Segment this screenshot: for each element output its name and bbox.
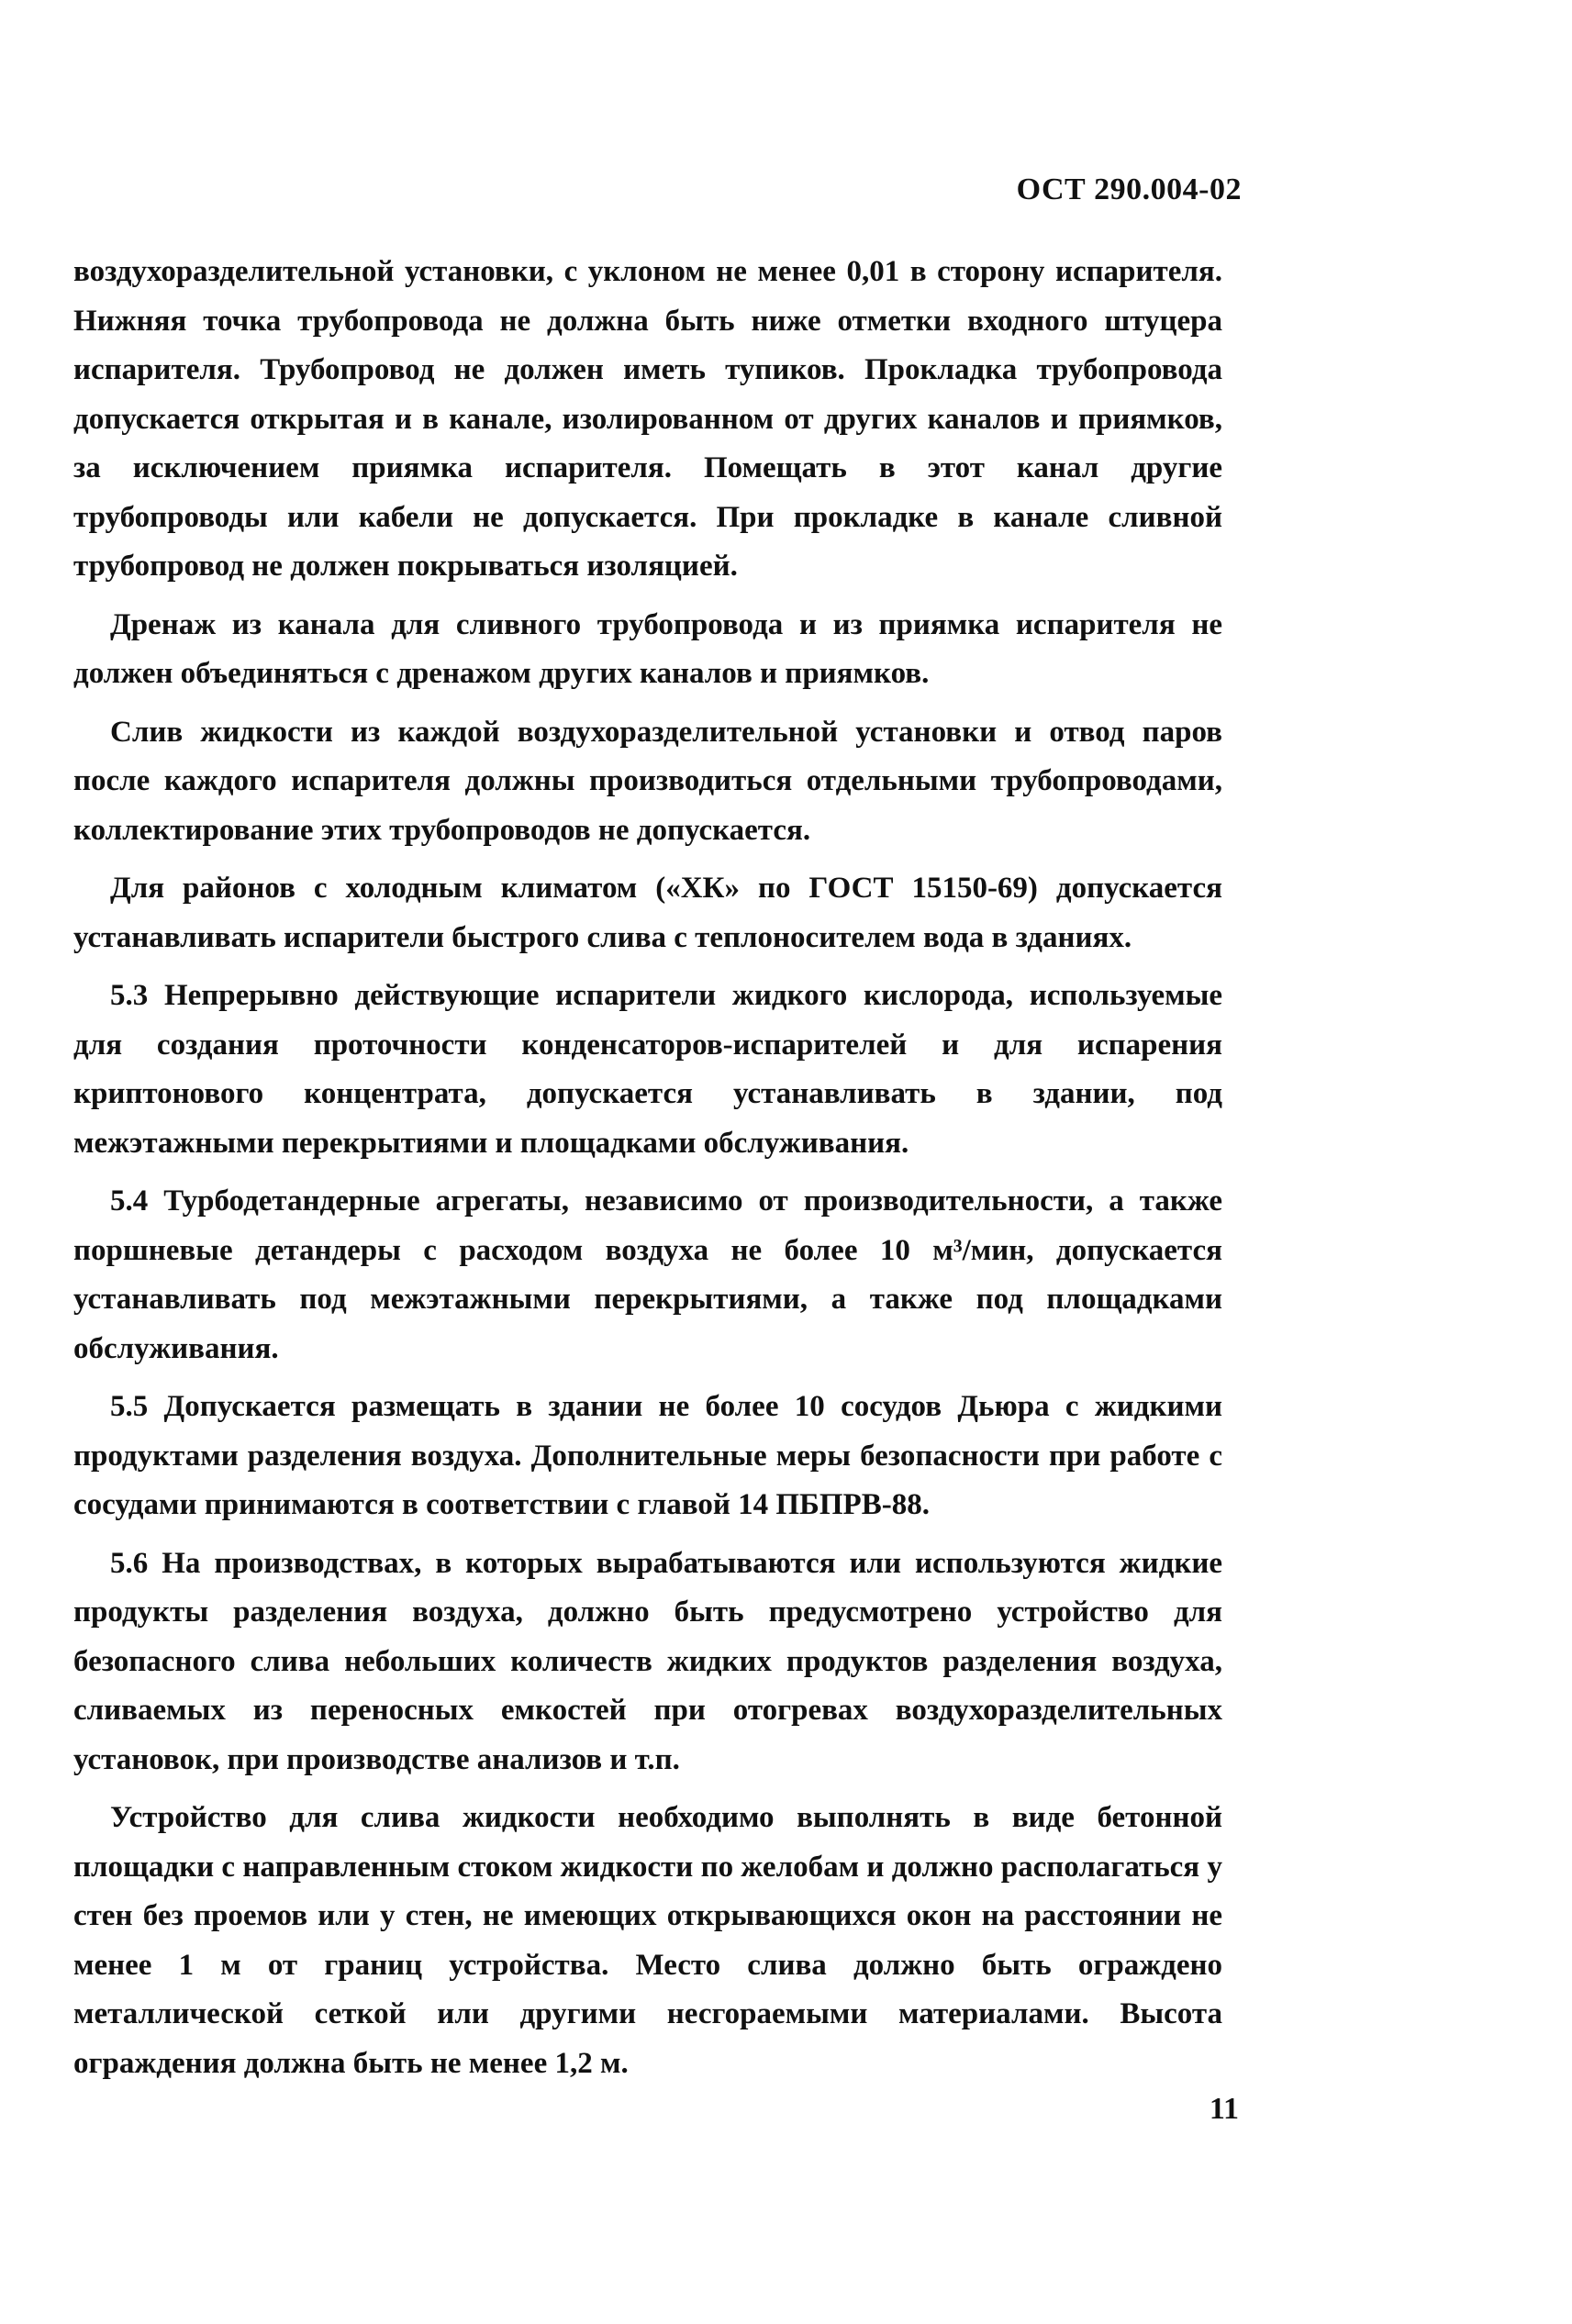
- paragraph-section-5-6: 5.6 На производствах, в которых вырабатываются или используются жидкие продукты разделения воздуха, должно быть предусмотрено устройство для безопасного слива небольших количеств жидких продуктов разделения воздуха, сливаемых из переносных емкостей при отогревах воздухоразделительных установок, при производстве анализов и т.п.: [73, 1546, 1222, 1776]
- document-body: [73, 248, 1222, 2097]
- paragraph-drain-pipe-continuation: воздухоразделительной установки, с уклоном не менее 0,01 в сторону испарителя. Нижняя точка трубопровода не должна быть ниже отметки входного штуцера испарителя. Трубопровод не должен иметь тупиков. Прокладка трубопровода допускается открытая и в канале, изолированном от других каналов и приямков, за исключением приямка испарителя. Помещать в этот канал другие трубопроводы или кабели не допускается. При прокладке в канале сливной трубопровод не должен покрываться изоляцией.: [73, 255, 1222, 583]
- paragraph-section-5-3: 5.3 Непрерывно действующие испарители жидкого кислорода, используемые для создания проточности конденсаторов-испарителей и для испарения криптонового концентрата, допускается устанавливать в здании, под межэтажными перекрытиями и площадками обслуживания.: [73, 979, 1222, 1160]
- paragraph-drain-device: Устройство для слива жидкости необходимо выполнять в виде бетонной площадки с направленным стоком жидкости по желобам и должно располагаться у стен без проемов или у стен, не имеющих открывающихся окон на расстоянии не менее 1 м от границ устройства. Место слива должно быть ограждено металлической сеткой или другими несгораемыми материалами. Высота ограждения должна быть не менее 1,2 м.: [73, 1801, 1222, 2080]
- page-number: 11: [1209, 2092, 1239, 2126]
- paragraph-liquid-discharge: Слив жидкости из каждой воздухоразделительной установки и отвод паров после каждого испарителя должны производиться отдельными трубопроводами, коллектирование этих трубопроводов не допускается.: [73, 715, 1222, 847]
- document-code-header: ОСТ 290.004-02: [1016, 172, 1242, 206]
- paragraph-drainage: Дренаж из канала для сливного трубопровода и из приямка испарителя не должен объединяться с дренажом других каналов и приямков.: [73, 607, 1222, 690]
- paragraph-section-5-5: 5.5 Допускается размещать в здании не более 10 сосудов Дьюра с жидкими продуктами разделения воздуха. Дополнительные меры безопасности при работе с сосудами принимаются в соответствии с главой 14 ПБПРВ-88.: [73, 1390, 1222, 1521]
- paragraph-section-5-4: 5.4 Турбодетандерные агрегаты, независимо от производительности, а также поршневые детандеры с расходом воздуха не более 10 м³/мин, допускается устанавливать под межэтажными перекрытиями, а также под площадками обслуживания.: [73, 1184, 1222, 1365]
- paragraph-cold-climate: Для районов с холодным климатом («ХК» по ГОСТ 15150-69) допускается устанавливать испарители быстрого слива с теплоносителем вода в зданиях.: [73, 872, 1222, 954]
